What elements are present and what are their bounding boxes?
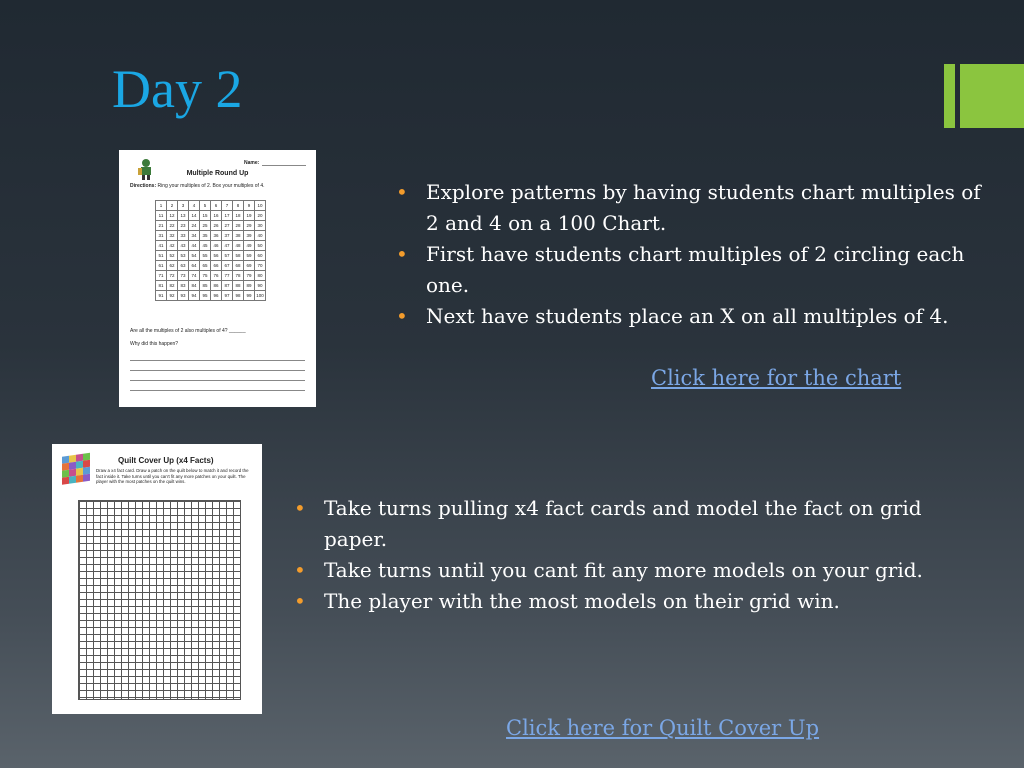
answer-line [130, 390, 305, 391]
hundred-chart-cell: 1 [156, 201, 167, 211]
hundred-chart-cell: 85 [200, 281, 211, 291]
worksheet-title: Multiple Round Up [186, 170, 249, 177]
hundred-chart-cell: 66 [211, 261, 222, 271]
hundred-chart-cell: 45 [200, 241, 211, 251]
hundred-chart-cell: 21 [156, 221, 167, 231]
hundred-chart-cell: 57 [222, 251, 233, 261]
hundred-chart-cell: 58 [233, 251, 244, 261]
hundred-chart-cell: 74 [189, 271, 200, 281]
hundred-chart-cell: 50 [255, 241, 266, 251]
hundred-chart-cell: 39 [244, 231, 255, 241]
hundred-chart-cell: 72 [167, 271, 178, 281]
quilt-grid [78, 500, 241, 700]
bullet-item: • The player with the most models on their grid win. [294, 586, 984, 617]
hundred-chart-cell: 27 [222, 221, 233, 231]
hundred-chart-cell: 18 [233, 211, 244, 221]
hundred-chart-cell: 17 [222, 211, 233, 221]
bullet-item: • Next have students place an X on all multiples of 4. [396, 301, 996, 332]
hundred-chart-cell: 3 [178, 201, 189, 211]
hundred-chart-cell: 84 [189, 281, 200, 291]
hundred-chart-cell: 34 [189, 231, 200, 241]
hundred-chart-cell: 97 [222, 291, 233, 301]
hundred-chart-cell: 5 [200, 201, 211, 211]
hundred-chart-cell: 47 [222, 241, 233, 251]
directions-label: Directions: [130, 183, 157, 189]
hundred-chart-cell: 96 [211, 291, 222, 301]
hundred-chart-cell: 24 [189, 221, 200, 231]
hundred-chart-cell: 52 [167, 251, 178, 261]
hundred-chart-cell: 19 [244, 211, 255, 221]
name-line [262, 165, 306, 166]
hundred-chart-cell: 88 [233, 281, 244, 291]
answer-line [130, 380, 305, 381]
hundred-chart-cell: 54 [189, 251, 200, 261]
hundred-chart-cell: 49 [244, 241, 255, 251]
hundred-chart-cell: 65 [200, 261, 211, 271]
hundred-chart-cell: 87 [222, 281, 233, 291]
hundred-chart-cell: 4 [189, 201, 200, 211]
hundred-chart-cell: 75 [200, 271, 211, 281]
hundred-chart-cell: 20 [255, 211, 266, 221]
hundred-chart-cell: 92 [167, 291, 178, 301]
hundred-chart [155, 200, 266, 301]
hundred-chart-row [156, 281, 266, 291]
hundred-chart-cell: 33 [178, 231, 189, 241]
hundred-chart-cell: 56 [211, 251, 222, 261]
hundred-chart-cell: 32 [167, 231, 178, 241]
worksheet-question: Are all the multiples of 2 also multiples of 4? ______ [130, 328, 246, 334]
hundred-chart-cell: 60 [255, 251, 266, 261]
hundred-chart-cell: 25 [200, 221, 211, 231]
hundred-chart-cell: 30 [255, 221, 266, 231]
hundred-chart-cell: 71 [156, 271, 167, 281]
hundred-chart-cell: 14 [189, 211, 200, 221]
hundred-chart-cell: 61 [156, 261, 167, 271]
accent-bars [944, 64, 1024, 128]
hundred-chart-cell: 79 [244, 271, 255, 281]
hundred-chart-cell: 91 [156, 291, 167, 301]
hundred-chart-cell: 73 [178, 271, 189, 281]
hundred-chart-row [156, 241, 266, 251]
hundred-chart-cell: 10 [255, 201, 266, 211]
hundred-chart-row [156, 221, 266, 231]
bullet-list-quilt [294, 493, 984, 617]
hundred-chart-row [156, 291, 266, 301]
hundred-chart-row [156, 201, 266, 211]
hundred-chart-cell: 15 [200, 211, 211, 221]
quilt-cover-up-worksheet [52, 444, 262, 714]
quilt-link[interactable]: Click here for Quilt Cover Up [506, 716, 820, 740]
hundred-chart-cell: 98 [233, 291, 244, 301]
hundred-chart-cell: 64 [189, 261, 200, 271]
quilt-icon [60, 450, 94, 488]
hundred-chart-cell: 48 [233, 241, 244, 251]
multiple-round-up-worksheet [119, 150, 316, 407]
slide-title: Day 2 [112, 59, 243, 119]
hundred-chart-row [156, 261, 266, 271]
hundred-chart-cell: 37 [222, 231, 233, 241]
hundred-chart-cell: 43 [178, 241, 189, 251]
hundred-chart-cell: 22 [167, 221, 178, 231]
chart-link[interactable]: Click here for the chart [651, 366, 902, 390]
hundred-chart-cell: 80 [255, 271, 266, 281]
bullet-item: • Take turns pulling x4 fact cards and model the fact on grid paper. [294, 493, 984, 555]
hundred-chart-cell: 26 [211, 221, 222, 231]
hundred-chart-cell: 46 [211, 241, 222, 251]
hundred-chart-cell: 23 [178, 221, 189, 231]
hundred-chart-cell: 90 [255, 281, 266, 291]
hundred-chart-cell: 35 [200, 231, 211, 241]
hundred-chart-cell: 40 [255, 231, 266, 241]
hundred-chart-row [156, 211, 266, 221]
bullet-item: • First have students chart multiples of 2 circling each one. [396, 239, 996, 301]
hundred-chart-cell: 99 [244, 291, 255, 301]
hundred-chart-cell: 38 [233, 231, 244, 241]
hundred-chart-cell: 70 [255, 261, 266, 271]
hundred-chart-cell: 59 [244, 251, 255, 261]
accent-bar-thin [944, 64, 955, 128]
hundred-chart-cell: 53 [178, 251, 189, 261]
answer-line [130, 360, 305, 361]
hundred-chart-cell: 13 [178, 211, 189, 221]
hundred-chart-cell: 94 [189, 291, 200, 301]
hundred-chart-cell: 29 [244, 221, 255, 231]
hundred-chart-cell: 31 [156, 231, 167, 241]
hundred-chart-cell: 42 [167, 241, 178, 251]
hundred-chart-cell: 95 [200, 291, 211, 301]
hundred-chart-cell: 82 [167, 281, 178, 291]
hundred-chart-cell: 36 [211, 231, 222, 241]
hundred-chart-cell: 41 [156, 241, 167, 251]
hundred-chart-cell: 76 [211, 271, 222, 281]
mascot-icon [135, 157, 157, 181]
hundred-chart-cell: 81 [156, 281, 167, 291]
hundred-chart-cell: 2 [167, 201, 178, 211]
hundred-chart-row [156, 251, 266, 261]
name-label: Name: [244, 160, 260, 166]
hundred-chart-cell: 83 [178, 281, 189, 291]
hundred-chart-cell: 8 [233, 201, 244, 211]
hundred-chart-cell: 77 [222, 271, 233, 281]
bullet-item: • Take turns until you cant fit any more models on your grid. [294, 555, 984, 586]
worksheet-instructions: Draw a x4 fact card. Draw a patch on the quilt below to match it and record the fact inside it. Take turns until you can't fit any more patches on your quilt. The player with the most patches on the quilt wins. [96, 468, 249, 484]
worksheet-directions [130, 183, 265, 189]
bullet-list-chart [396, 177, 996, 332]
bullet-item: • Explore patterns by having students chart multiples of 2 and 4 on a 100 Chart. [396, 177, 996, 239]
hundred-chart-cell: 9 [244, 201, 255, 211]
hundred-chart-row [156, 231, 266, 241]
hundred-chart-cell: 69 [244, 261, 255, 271]
hundred-chart-cell: 7 [222, 201, 233, 211]
hundred-chart-cell: 67 [222, 261, 233, 271]
directions-text: Ring your multiples of 2. Box your multiples of 4. [156, 183, 265, 189]
hundred-chart-cell: 16 [211, 211, 222, 221]
hundred-chart-cell: 28 [233, 221, 244, 231]
hundred-chart-row [156, 271, 266, 281]
hundred-chart-cell: 51 [156, 251, 167, 261]
hundred-chart-cell: 12 [167, 211, 178, 221]
hundred-chart-cell: 89 [244, 281, 255, 291]
hundred-chart-cell: 55 [200, 251, 211, 261]
hundred-chart-cell: 62 [167, 261, 178, 271]
hundred-chart-cell: 100 [255, 291, 266, 301]
hundred-chart-cell: 78 [233, 271, 244, 281]
hundred-chart-cell: 44 [189, 241, 200, 251]
hundred-chart-cell: 93 [178, 291, 189, 301]
worksheet-title: Quilt Cover Up (x4 Facts) [118, 456, 214, 465]
hundred-chart-cell: 63 [178, 261, 189, 271]
worksheet-why: Why did this happen? [130, 341, 179, 347]
hundred-chart-cell: 11 [156, 211, 167, 221]
hundred-chart-cell: 68 [233, 261, 244, 271]
answer-line [130, 370, 305, 371]
hundred-chart-cell: 6 [211, 201, 222, 211]
hundred-chart-cell: 86 [211, 281, 222, 291]
accent-bar-square [960, 64, 1024, 128]
